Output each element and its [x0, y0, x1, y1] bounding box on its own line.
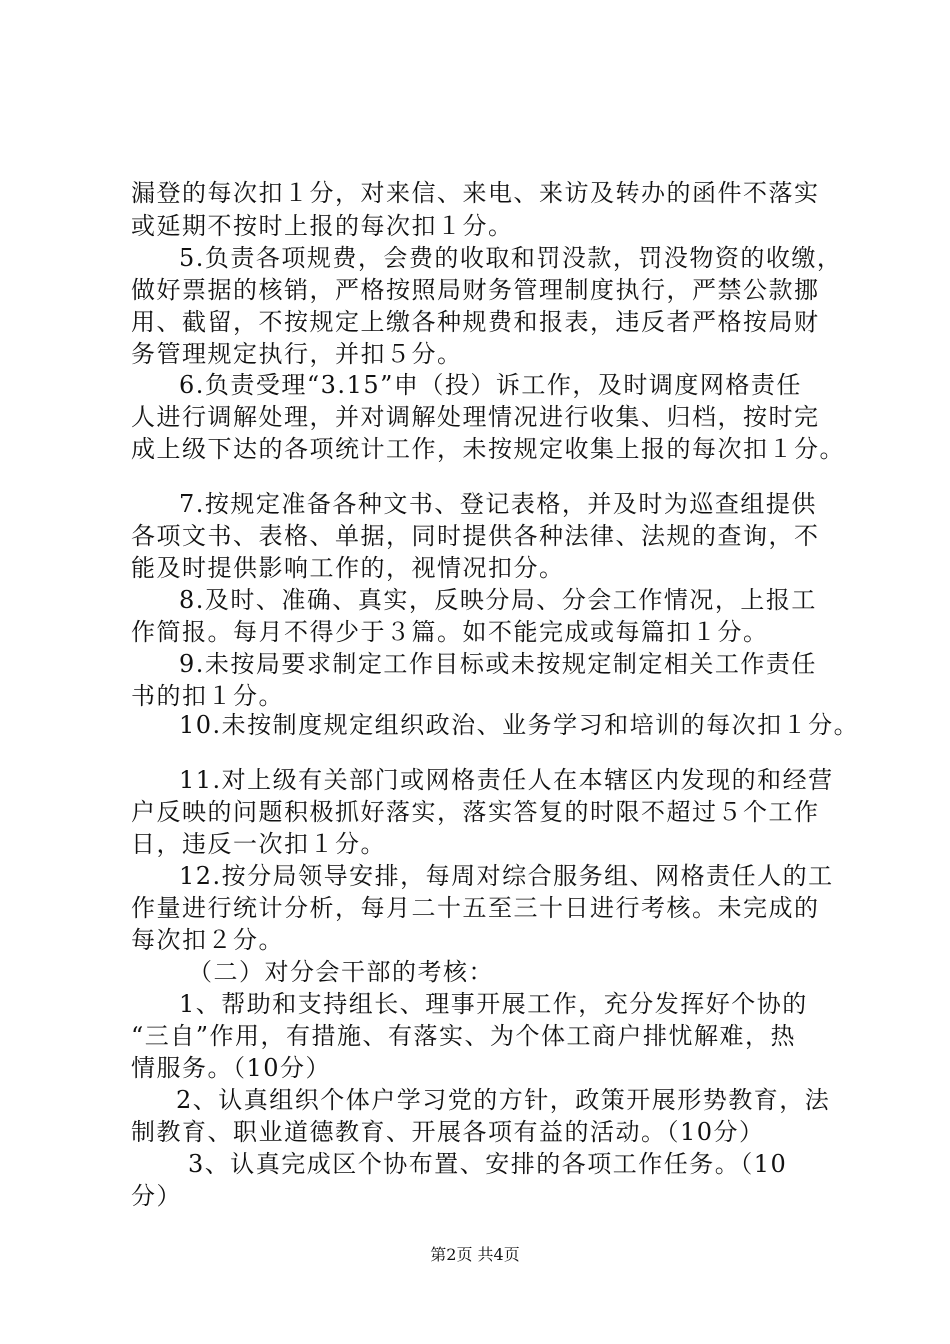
- text-line: 11.对上级有关部门或网格责任人在本辖区内发现的和经营: [179, 766, 834, 794]
- text-line: 2、认真组织个体户学习党的方针，政策开展形势教育，法: [176, 1086, 831, 1114]
- text-line: 6.负责受理“3.15”申（投）诉工作，及时调度网格责任: [179, 371, 802, 399]
- text-line: 情服务。（10分）: [131, 1054, 332, 1082]
- text-line: 书的扣１分。: [131, 682, 284, 710]
- text-line: 8.及时、准确、真实，反映分局、分会工作情况，上报工: [179, 586, 817, 614]
- text-line: 漏登的每次扣１分，对来信、来电、来访及转办的函件不落实: [131, 179, 820, 207]
- text-line: 用、截留，不按规定上缴各种规费和报表，违反者严格按局财: [131, 308, 820, 336]
- text-line: 做好票据的核销，严格按照局财务管理制度执行，严禁公款挪: [131, 276, 820, 304]
- text-line: 作简报。每月不得少于３篇。如不能完成或每篇扣１分。: [131, 618, 769, 646]
- text-line: 户反映的问题积极抓好落实，落实答复的时限不超过５个工作: [131, 798, 820, 826]
- text-line: 每次扣２分。: [131, 926, 284, 954]
- text-line: 12.按分局领导安排，每周对综合服务组、网格责任人的工: [179, 862, 834, 890]
- text-line: 成上级下达的各项统计工作，未按规定收集上报的每次扣１分。: [131, 435, 845, 463]
- page-number-footer: 第2页 共4页: [430, 1245, 520, 1264]
- text-line: 或延期不按时上报的每次扣１分。: [131, 212, 514, 240]
- text-line: 作量进行统计分析，每月二十五至三十日进行考核。未完成的: [131, 894, 820, 922]
- text-line: 10.未按制度规定组织政治、业务学习和培训的每次扣１分。: [179, 711, 860, 739]
- text-line: 3、认真完成区个协布置、安排的各项工作任务。（10: [188, 1150, 788, 1178]
- text-line: 7.按规定准备各种文书、登记表格，并及时为巡查组提供: [179, 490, 817, 518]
- text-line: 各项文书、表格、单据，同时提供各种法律、法规的查询，不: [131, 522, 820, 550]
- text-line: 1、帮助和支持组长、理事开展工作，充分发挥好个协的: [179, 990, 808, 1018]
- text-line: 分）: [131, 1182, 182, 1210]
- text-line: 能及时提供影响工作的，视情况扣分。: [131, 554, 565, 582]
- text-line: 日，违反一次扣１分。: [131, 830, 386, 858]
- text-line: 9.未按局要求制定工作目标或未按规定制定相关工作责任: [179, 650, 817, 678]
- text-line: “三自”作用，有措施、有落实、为个体工商户排忧解难，热: [131, 1022, 797, 1050]
- text-line: 5.负责各项规费，会费的收取和罚没款，罚没物资的收缴，: [179, 244, 843, 272]
- text-line: 人进行调解处理，并对调解处理情况进行收集、归档，按时完: [131, 403, 820, 431]
- text-line: 制教育、职业道德教育、开展各项有益的活动。（10分）: [131, 1118, 765, 1146]
- text-line: 务管理规定执行，并扣５分。: [131, 340, 463, 368]
- section-heading: （二）对分会干部的考核：: [188, 958, 494, 986]
